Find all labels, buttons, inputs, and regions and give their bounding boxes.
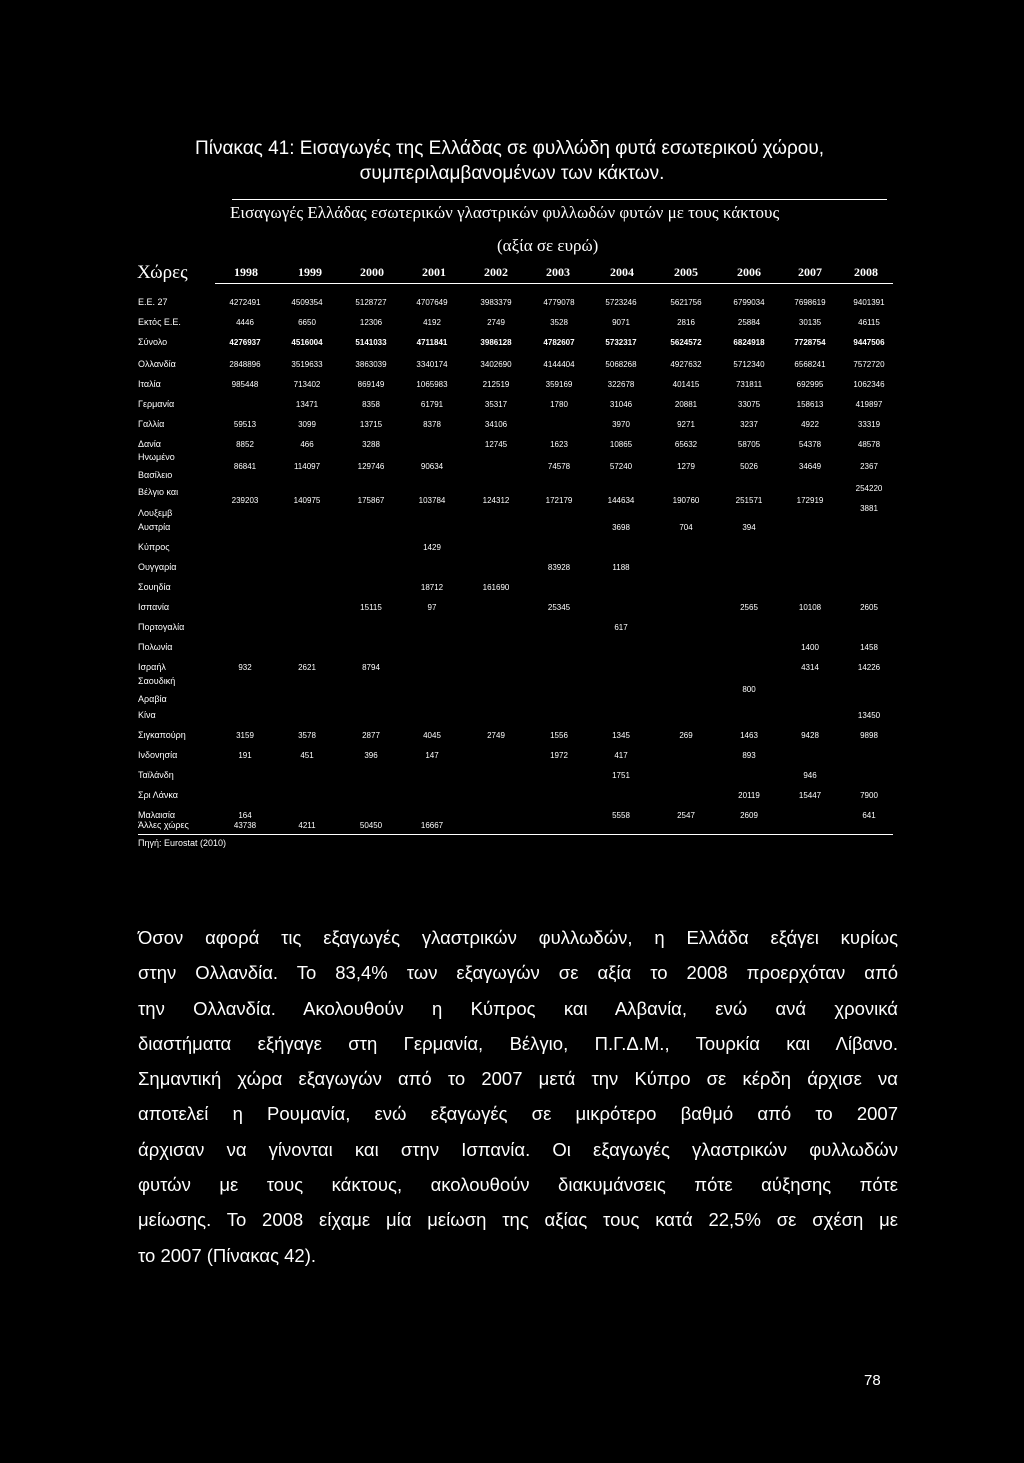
table-cell: 161690 (482, 583, 510, 592)
table-cell: 2609 (740, 811, 758, 820)
table-cell: 12745 (484, 440, 508, 449)
table-cell: 617 (614, 623, 628, 632)
header-divider (215, 283, 893, 284)
table-cell: 172919 (796, 496, 824, 505)
paragraph-line: διαστήματα εξήγαγε στη Γερμανία, Βέλγιο, Π.Γ.Δ.Μ., Τουρκία και Λίβανο. (138, 1032, 898, 1054)
table-cell: 3986128 (480, 338, 512, 347)
table-cell-extra: 3881 (860, 504, 878, 513)
table-cell: 3970 (612, 420, 630, 429)
table-cell: 5712340 (733, 360, 765, 369)
table-cell: 9401391 (853, 298, 885, 307)
table-cell: 4192 (423, 318, 441, 327)
paragraph-line: μείωσης. Το 2008 είχαμε μία μείωση της αξίας τους κατά 22,5% σε σχέση με (138, 1209, 898, 1231)
year-header-2003: 2003 (546, 265, 570, 279)
table-cell: 985448 (231, 380, 259, 389)
table-cell: 893 (742, 751, 756, 760)
paragraph-line: φυτών με τους κάκτους, ακολουθούν διακυμάνσεις πότε αύξησης πότε (138, 1174, 898, 1196)
table-cell: 114097 (293, 462, 321, 471)
table-cell: 2749 (487, 318, 505, 327)
table-cell: 8358 (362, 400, 380, 409)
row-label: Ινδονησία (138, 750, 178, 760)
table-cell: 4314 (801, 663, 819, 672)
table-cell: 1279 (677, 462, 695, 471)
table-subtitle: Εισαγωγές Ελλάδας εσωτερικών γλαστρικών φυλλωδών φυτών με τους κάκτους (230, 203, 780, 222)
table-cell: 932 (238, 663, 252, 672)
year-header-1998: 1998 (234, 265, 258, 279)
table-cell: 4509354 (291, 298, 323, 307)
table-cell: 57240 (609, 462, 633, 471)
table-cell: 8852 (236, 440, 254, 449)
table-cell: 158613 (796, 400, 824, 409)
table-cell: 1429 (423, 543, 441, 552)
row-label: Ισπανία (138, 602, 170, 612)
table-cell: 4711841 (416, 338, 448, 347)
table-title-line1: Πίνακας 41: Εισαγωγές της Ελλάδας σε φυλλώδη φυτά εσωτερικού χώρου, (195, 138, 825, 159)
table-cell: 20881 (674, 400, 698, 409)
table-cell: 251571 (735, 496, 763, 505)
table-cell: 1780 (550, 400, 568, 409)
table-cell: 9898 (860, 731, 878, 740)
row-label: Γαλλία (138, 419, 165, 429)
table-cell: 10108 (798, 603, 822, 612)
table-cell: 33075 (737, 400, 761, 409)
table-cell: 6568241 (794, 360, 826, 369)
row-label-continued: Βασίλειο (138, 470, 173, 480)
body-paragraph (138, 920, 898, 1273)
table-cell: 322678 (607, 380, 635, 389)
table-cell: 13715 (359, 420, 383, 429)
table-cell: 5621756 (670, 298, 702, 307)
year-header-2008: 2008 (854, 265, 878, 279)
row-label: Ηνωμένο (138, 452, 175, 462)
table-cell: 3402690 (480, 360, 512, 369)
table-cell: 2848896 (229, 360, 261, 369)
table-unit: (αξία σε ευρώ) (497, 236, 599, 255)
table-cell: 4779078 (543, 298, 575, 307)
table-cell: 13471 (295, 400, 319, 409)
table-cell: 1623 (550, 440, 568, 449)
table-cell: 10865 (609, 440, 633, 449)
row-label: Κίνα (138, 710, 156, 720)
table-cell: 7900 (860, 791, 878, 800)
table-cell: 1458 (860, 643, 878, 652)
table-cell: 5026 (740, 462, 758, 471)
table-cell: 15115 (360, 603, 382, 612)
table-cell: 3237 (740, 420, 758, 429)
table-cell: 35317 (484, 400, 508, 409)
table-cell: 1463 (740, 731, 758, 740)
table-cell: 2749 (487, 731, 505, 740)
table-cell: 417 (614, 751, 628, 760)
table-cell: 4211 (298, 821, 316, 830)
table-cell: 3863039 (355, 360, 387, 369)
table-cell: 34649 (798, 462, 822, 471)
row-label: Ισραήλ (138, 662, 166, 672)
table-cell: 4927632 (670, 360, 702, 369)
table-cell: 175867 (357, 496, 385, 505)
table-cell: 4516004 (291, 338, 323, 347)
table-cell: 15447 (798, 791, 822, 800)
table-cell: 419897 (855, 400, 883, 409)
table-cell: 5068268 (605, 360, 637, 369)
table-cell: 1188 (612, 563, 630, 572)
row-label: Σύνολο (138, 337, 168, 347)
table-cell: 25345 (547, 603, 571, 612)
table-cell: 34106 (484, 420, 508, 429)
table-cell: 191 (238, 751, 252, 760)
table-cell: 401415 (672, 380, 700, 389)
table-cell: 6799034 (733, 298, 765, 307)
year-header-2002: 2002 (484, 265, 508, 279)
table-cell: 3099 (298, 420, 316, 429)
table-cell: 451 (300, 751, 314, 760)
table-cell: 466 (300, 440, 314, 449)
table-cell: 7698619 (794, 298, 826, 307)
table-cell: 1345 (612, 731, 630, 740)
year-header-2005: 2005 (674, 265, 698, 279)
table-cell: 5732317 (605, 338, 637, 347)
table-cell: 3159 (236, 731, 254, 740)
row-label: Πολωνία (138, 642, 173, 652)
table-cell: 239203 (231, 496, 259, 505)
row-label: Σαουδική (138, 676, 176, 686)
table-cell: 1556 (550, 731, 568, 740)
row-label-continued: Λουξεμβ (138, 508, 173, 518)
table-cell: 3528 (550, 318, 568, 327)
table-cell: 140975 (293, 496, 321, 505)
table-cell: 43738 (233, 821, 257, 830)
row-label: Πορτογαλία (138, 622, 185, 632)
table-cell: 1065983 (416, 380, 448, 389)
table-title-line2: συμπεριλαμβανομένων των κάκτων. (359, 163, 665, 184)
year-header-2000: 2000 (360, 265, 384, 279)
table-cell: 394 (742, 523, 756, 532)
table-cell: 147 (425, 751, 439, 760)
table-cell: 5128727 (355, 298, 387, 307)
table-cell: 46115 (858, 318, 880, 327)
table-cell: 2621 (298, 663, 316, 672)
table-cell: 4144404 (543, 360, 575, 369)
table-cell: 5723246 (605, 298, 637, 307)
row-label: Ουγγαρία (138, 562, 177, 572)
table-cell: 25884 (737, 318, 761, 327)
year-header-2007: 2007 (798, 265, 822, 279)
table-cell: 4272491 (229, 298, 261, 307)
table-cell: 59513 (233, 420, 257, 429)
table-cell: 254220 (855, 484, 883, 493)
table-cell: 103784 (418, 496, 446, 505)
table-cell: 3288 (362, 440, 380, 449)
table-cell: 14226 (857, 663, 881, 672)
table-cell: 86841 (233, 462, 257, 471)
row-label: Δανία (138, 439, 161, 449)
table-cell: 18712 (420, 583, 444, 592)
table-cell: 190760 (672, 496, 700, 505)
table-cell: 61791 (420, 400, 444, 409)
table-cell: 269 (679, 731, 693, 740)
table-cell: 58705 (737, 440, 761, 449)
table-cell: 3698 (612, 523, 630, 532)
table-cell: 74578 (547, 462, 571, 471)
divider (232, 199, 887, 200)
table-cell: 869149 (357, 380, 385, 389)
table-cell: 1062346 (853, 380, 885, 389)
table-cell: 4045 (423, 731, 441, 740)
row-label: Σουηδία (138, 582, 171, 592)
year-header-2001: 2001 (422, 265, 446, 279)
table-cell: 13450 (857, 711, 881, 720)
table-cell: 20119 (738, 791, 760, 800)
table-cell: 2565 (740, 603, 758, 612)
table-cell: 9447506 (853, 338, 885, 347)
table-cell: 7728754 (794, 338, 826, 347)
row-label: Ε.Ε. 27 (138, 297, 168, 307)
countries-header: Χώρες (137, 262, 188, 283)
table-cell: 54378 (798, 440, 822, 449)
paragraph-line: στην Ολλανδία. Το 83,4% των εξαγωγών σε αξία το 2008 προερχόταν από (138, 962, 898, 984)
row-label: Σρι Λάνκα (138, 790, 178, 800)
table-cell: 6650 (298, 318, 316, 327)
table-cell: 9071 (612, 318, 630, 327)
table-cell: 946 (803, 771, 817, 780)
table-cell: 2877 (362, 731, 380, 740)
table-cell: 4922 (801, 420, 819, 429)
table-bottom-divider (138, 834, 893, 835)
table-cell: 31046 (609, 400, 633, 409)
table-cell: 3340174 (416, 360, 448, 369)
table-cell: 704 (679, 523, 693, 532)
table-cell: 731811 (735, 380, 763, 389)
table-cell: 2367 (860, 462, 878, 471)
table-cell: 2816 (677, 318, 695, 327)
row-label: Γερμανία (138, 399, 175, 409)
table-cell: 129746 (357, 462, 385, 471)
table-cell: 1751 (612, 771, 630, 780)
table-cell: 65632 (674, 440, 698, 449)
page-number: 78 (864, 1372, 881, 1389)
row-label: Κύπρος (138, 542, 170, 552)
table-cell: 33319 (857, 420, 881, 429)
table-cell: 83928 (547, 563, 571, 572)
table-cell: 9271 (677, 420, 695, 429)
table-cell: 641 (862, 811, 876, 820)
table-cell: 3983379 (480, 298, 512, 307)
table-cell: 2547 (677, 811, 695, 820)
table-cell: 800 (742, 685, 756, 694)
paragraph-line: Όσον αφορά τις εξαγωγές γλαστρικών φυλλωδών, η Ελλάδα εξάγει κυρίως (138, 927, 898, 948)
paragraph-line: το 2007 (Πίνακας 42). (138, 1244, 316, 1266)
row-label: Ιταλία (138, 379, 161, 389)
table-cell: 8378 (423, 420, 441, 429)
table-cell: 5558 (612, 811, 630, 820)
table-cell: 4707649 (416, 298, 448, 307)
row-label: Βέλγιο και (138, 487, 179, 497)
table-cell: 359169 (545, 380, 573, 389)
table-cell: 144634 (607, 496, 635, 505)
paragraph-line: άρχισαν να γίνονται και στην Ισπανία. Οι εξαγωγές γλαστρικών φυλλωδών (138, 1138, 898, 1160)
source-note: Πηγή: Eurostat (2010) (138, 838, 227, 848)
table-cell: 4276937 (229, 338, 261, 347)
table-cell: 396 (364, 751, 378, 760)
year-header-2006: 2006 (737, 265, 761, 279)
table-cell: 692995 (796, 380, 824, 389)
row-label: Εκτός Ε.Ε. (138, 317, 181, 327)
table-cell: 172179 (545, 496, 573, 505)
table-cell: 50450 (359, 821, 383, 830)
table-cell: 164 (238, 811, 252, 820)
paragraph-line: Σημαντική χώρα εξαγωγών από το 2007 μετά την Κύπρο σε κέρδη άρχισε να (138, 1068, 898, 1090)
year-header-2004: 2004 (610, 265, 634, 279)
table-cell: 1400 (801, 643, 819, 652)
table-cell: 6824918 (733, 338, 765, 347)
table-cell: 212519 (482, 380, 510, 389)
table-cell: 4446 (236, 318, 254, 327)
table-cell: 3578 (298, 731, 316, 740)
table-cell: 30135 (798, 318, 822, 327)
row-label: Μαλαισία (138, 810, 176, 820)
table-cell: 48578 (857, 440, 881, 449)
row-label: Αυστρία (138, 522, 171, 532)
table-cell: 16667 (420, 821, 444, 830)
year-header-1999: 1999 (298, 265, 322, 279)
row-label: Ταϊλάνδη (138, 770, 174, 780)
table-cell: 5624572 (670, 338, 702, 347)
row-label: Ολλανδία (138, 359, 176, 369)
row-label-continued: Αραβία (138, 694, 167, 704)
table-cell: 90634 (420, 462, 444, 471)
row-label: Σιγκαπούρη (138, 730, 186, 740)
row-label: Άλλες χώρες (138, 820, 189, 830)
table-cell: 1972 (550, 751, 568, 760)
table-cell: 12306 (359, 318, 383, 327)
table-cell: 713402 (293, 380, 321, 389)
table-cell: 8794 (362, 663, 380, 672)
table-cell: 2605 (860, 603, 878, 612)
table-cell: 4782607 (543, 338, 575, 347)
table-cell: 7572720 (853, 360, 885, 369)
table-cell: 124312 (482, 496, 510, 505)
table-cell: 5141033 (355, 338, 387, 347)
table-cell: 9428 (801, 731, 819, 740)
paragraph-line: αποτελεί η Ρουμανία, ενώ εξαγωγές σε μικρότερο βαθμό από το 2007 (138, 1103, 898, 1125)
paragraph-line: την Ολλανδία. Ακολουθούν η Κύπρος και Αλβανία, ενώ ανά χρονικά (138, 997, 898, 1019)
table-cell: 97 (427, 603, 437, 612)
table-cell: 3519633 (291, 360, 323, 369)
